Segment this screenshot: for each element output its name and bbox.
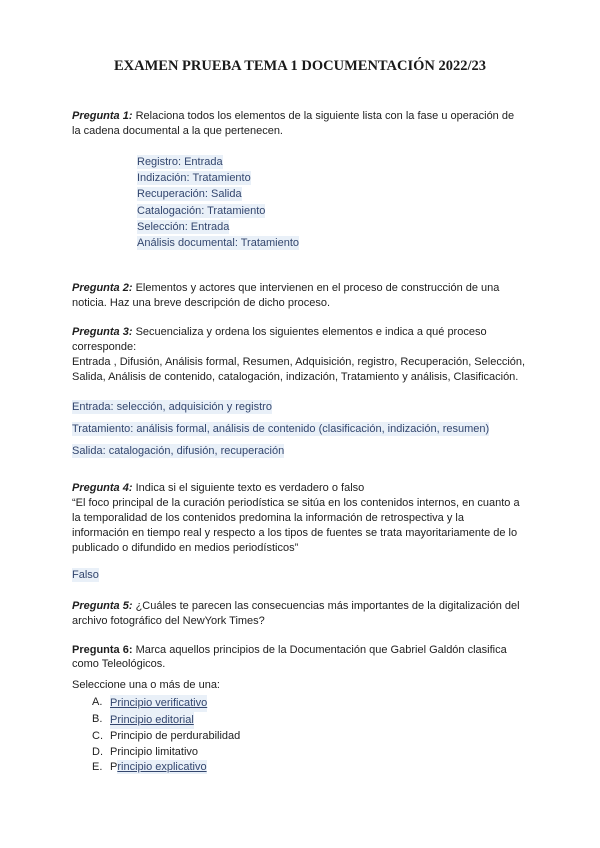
question-1-text: Relaciona todos los elementos de la siguiente lista con la fase u operación de la cadena documental a la que pertenecen. [72,110,515,137]
question-2-text: Elementos y actores que intervienen en el proceso de construcción de una noticia. Haz una breve descripción de dicho proceso. [72,282,500,309]
option-text: rincipio explicativo [117,760,207,773]
question-5-label: Pregunta 5: [72,600,133,612]
option-letter: E. [92,760,103,773]
answer-line [72,422,542,444]
option-text[interactable]: Principio verificativo [110,695,207,712]
option-text[interactable]: Principio limitativo [110,745,199,758]
answer-line [72,444,542,466]
document-title: EXAMEN PRUEBA TEMA 1 DOCUMENTACIÓN 2022/23 [113,58,487,74]
answer-text: Análisis documental: Tratamiento [137,237,300,250]
question-3-elements: Entrada , Difusión, Análisis formal, Resumen, Adquisición, registro, Recuperación, Selección, Salida, Análisis de contenido, catalogación, indización, Tratamiento y análisis, Clasificación. [72,356,526,383]
answer-text: Entrada: selección, adquisición y registro [72,401,272,413]
option-b[interactable] [92,712,392,729]
answer-text: Tratamiento: análisis formal, análisis de contenido (clasificación, indización, resumen) [72,423,490,435]
answer-text: Selección: Entrada [137,220,230,233]
answer-line [137,235,437,251]
question-5-text: ¿Cuáles te parecen las consecuencias más importantes de la digitalización del archivo fotográfico del NewYork Times? [72,600,520,627]
answer-text: Catalogación: Tratamiento [137,204,266,217]
question-1-label: Pregunta 1: [72,110,133,122]
answer-text: Indización: Tratamiento [137,172,251,185]
answer-line [72,400,542,422]
option-text-prefix: P [110,760,118,773]
answer-line [137,186,437,202]
option-e[interactable] [92,760,392,775]
question-4-quote: “El foco principal de la curación periodística se sitúa en los contenidos internos, en cuanto a la temporalidad de los contenidos predomina la información de retrospectiva y la información en tiempo real y respecto a los tipos de fuentes se trata mayoritariamente de lo publicado o difundido en medios periodísticos” [72,497,520,554]
question-4-text: Indica si el siguiente texto es verdadero o falso [135,482,365,494]
question-3-label: Pregunta 3: [72,326,133,338]
option-text-group[interactable] [110,760,207,775]
question-6-label: Pregunta 6: [72,644,133,656]
option-letter: D. [92,745,103,758]
question-6-instruction: Seleccione una o más de una: [72,679,220,691]
question-3 [72,325,522,355]
answer-line [137,219,437,235]
answer-text: Registro: Entrada [137,156,223,168]
answer-text: Falso [72,569,99,581]
question-2-label: Pregunta 2: [72,282,133,294]
answer-line [137,170,437,186]
question-2 [72,281,522,311]
question-6 [72,643,522,671]
answer-text: Recuperación: Salida [137,188,242,201]
question-4-answer [72,568,522,583]
question-3-text: Secuencializa y ordena los siguientes elementos e indica a qué proceso corresponde: [72,326,487,353]
option-text[interactable]: Principio de perdurabilidad [110,730,241,743]
question-3-answers [72,400,542,466]
question-5 [72,599,522,629]
answer-text: Salida: catalogación, difusión, recuperación [72,445,285,457]
question-6-text: Marca aquellos principios de la Documentación que Gabriel Galdón clasifica como Teleológicos. [72,644,507,670]
question-4-label: Pregunta 4: [72,482,133,494]
option-a[interactable] [92,695,392,712]
question-1 [72,109,522,139]
option-letter: C. [92,730,103,743]
answer-line [137,203,437,219]
option-c[interactable] [92,729,392,744]
option-letter: A. [92,696,103,708]
option-text[interactable]: Principio editorial [110,712,194,729]
answer-line [137,154,437,170]
question-1-answers [137,154,437,251]
option-letter: B. [92,713,103,726]
option-d[interactable] [92,745,392,760]
question-6-options [92,695,392,775]
question-4 [72,481,522,496]
